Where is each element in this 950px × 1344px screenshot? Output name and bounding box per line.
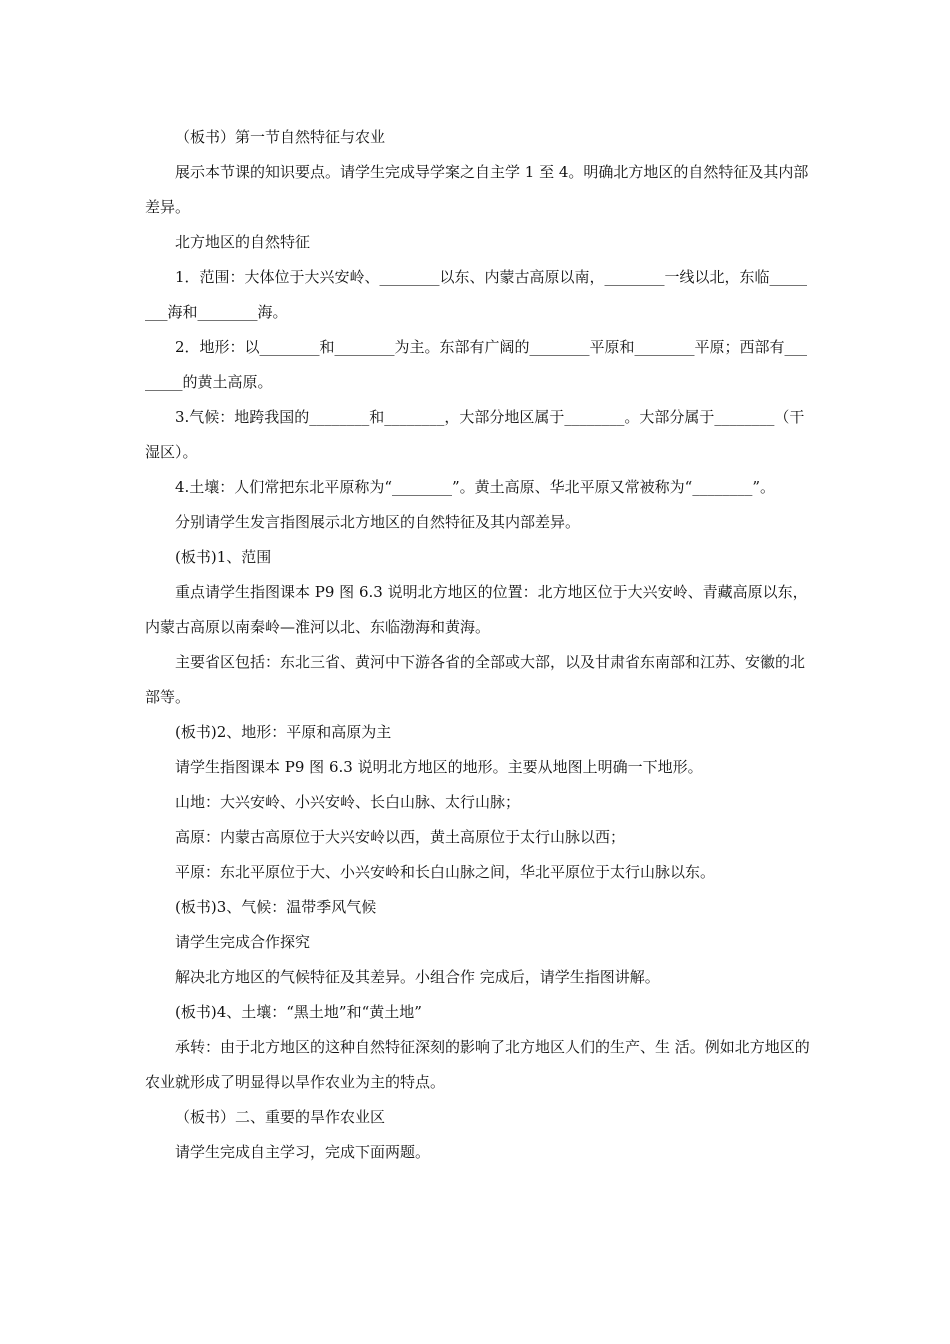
paragraph-terrain-map: 请学生指图课本 P9 图 6.3 说明北方地区的地形。主要从地图上明确一下地形。	[175, 758, 703, 776]
paragraph-mountains: 山地：大兴安岭、小兴安岭、长白山脉、太行山脉；	[175, 793, 521, 811]
exercise-soil: 4.土壤：人们常把东北平原称为“________”。黄土高原、华北平原又常被称为“________”。	[175, 478, 775, 496]
board-item-climate: (板书)3、气候：温带季风气候	[175, 898, 377, 916]
paragraph-transition: 承转：由于北方地区的这种自然特征深刻的影响了北方地区人们的生产、生 活。例如北方地区的农业就形成了明显得以旱作农业为主的特点。	[145, 1038, 810, 1091]
heading-board-section-1: （板书）第一节自然特征与农业	[175, 128, 386, 146]
paragraph-cooperative-inquiry: 请学生完成合作探究	[175, 933, 311, 951]
board-item-terrain: (板书)2、地形：平原和高原为主	[175, 723, 392, 741]
exercise-climate: 3.气候：地跨我国的________和________，大部分地区属于________。大部分属于________（干湿区）。	[145, 408, 805, 461]
exercise-scope: 1．范围：大体位于大兴安岭、________以东、内蒙古高原以南，________一线以北，东临________海和________海。	[145, 268, 808, 321]
paragraph-student-presentation: 分别请学生发言指图展示北方地区的自然特征及其内部差异。	[175, 513, 581, 531]
document-body	[145, 120, 810, 1170]
paragraph-plains: 平原：东北平原位于大、小兴安岭和长白山脉之间，华北平原位于太行山脉以东。	[175, 863, 716, 881]
paragraph-plateaus: 高原：内蒙古高原位于大兴安岭以西，黄土高原位于太行山脉以西；	[175, 828, 626, 846]
board-item-soil: (板书)4、土壤：“黑土地”和“黄土地”	[175, 1003, 422, 1021]
paragraph-climate-group-work: 解决北方地区的气候特征及其差异。小组合作 完成后，请学生指图讲解。	[175, 968, 660, 986]
heading-board-section-2: （板书）二、重要的旱作农业区	[175, 1108, 386, 1126]
paragraph-provinces: 主要省区包括：东北三省、黄河中下游各省的全部或大部，以及甘肃省东南部和江苏、安徽的北部等。	[145, 653, 806, 706]
paragraph-intro: 展示本节课的知识要点。请学生完成导学案之自主学 1 至 4。明确北方地区的自然特征及其内部差异。	[145, 163, 809, 216]
subheading-natural-features: 北方地区的自然特征	[175, 233, 311, 251]
paragraph-self-study: 请学生完成自主学习，完成下面两题。	[175, 1143, 431, 1161]
paragraph-location: 重点请学生指图课本 P9 图 6.3 说明北方地区的位置：北方地区位于大兴安岭、青藏高原以东，内蒙古高原以南秦岭—淮河以北、东临渤海和黄海。	[145, 583, 808, 636]
exercise-terrain: 2．地形：以________和________为主。东部有广阔的________平原和________平原；西部有________的黄土高原。	[145, 338, 808, 391]
board-item-scope: (板书)1、范围	[175, 548, 272, 566]
